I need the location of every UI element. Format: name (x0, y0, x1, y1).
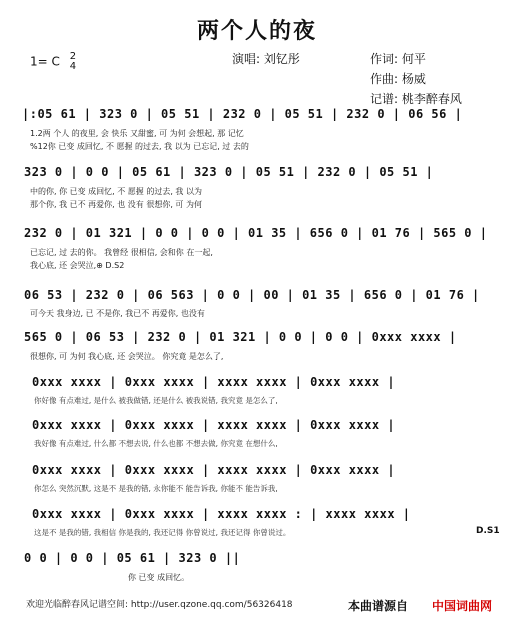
lyric-line: 1.2两 个人 的夜里, 会 快乐 又甜蜜, 可 为何 会想起, 那 记忆 (30, 129, 244, 138)
spoken-row: 0xxx xxxx | 0xxx xxxx | xxxx xxxx | 0xxx xxxx | (32, 418, 396, 432)
lyric-line: 你 已变 成回忆。 (128, 573, 190, 582)
footer-link[interactable]: 欢迎光临醉春风记谱空间: http://user.qzone.qq.com/56326418 (26, 600, 293, 610)
spoken-row: 0xxx xxxx | 0xxx xxxx | xxxx xxxx : | xxxx xxxx | (32, 507, 411, 521)
notation-row: 565 0 | 06 53 | 232 0 | 01 321 | 0 0 | 0 0 | 0xxx xxxx | (24, 330, 457, 344)
time-top: 2 (69, 51, 77, 62)
notation-row: 323 0 | 0 0 | 05 61 | 323 0 | 05 51 | 232 0 | 05 51 | (24, 165, 434, 179)
lyric-line: %12你 已变 成回忆, 不 愿握 的过去, 我 以为 已忘记, 过 去的 (30, 142, 249, 151)
notation-row: 232 0 | 01 321 | 0 0 | 0 0 | 01 35 | 656 0 | 01 76 | 565 0 | (24, 226, 488, 240)
time-signature (70, 52, 76, 72)
lyric-line: 可今天 我身边, 已 不是你, 我已不 再爱你, 也没有 (30, 309, 205, 318)
song-title: 两个人的夜 (196, 18, 317, 44)
key-label: 1= C (30, 54, 60, 69)
site-name[interactable]: 中国词曲网 (432, 599, 493, 613)
lyric-line: 那个你, 我 已不 再爱你, 也 没有 很想你, 可 为何 (30, 200, 202, 209)
time-bottom: 4 (69, 61, 77, 72)
lyric-line: 已忘记, 过 去的你。 我曾经 很相信, 会和你 在一起, (30, 248, 213, 257)
spoken-row: 0xxx xxxx | 0xxx xxxx | xxxx xxxx | 0xxx xxxx | (32, 463, 396, 477)
spoken-lyric: 你怎么 突然沉默, 这是不 是我的错, 永你能不 能告诉我, 你能不 能告诉我, (34, 484, 278, 493)
lyricist-credit: 作词: 何平 (370, 52, 426, 66)
lyric-line: 我心底, 还 会哭泣,⊕ D.S2 (30, 261, 125, 270)
notation-row: 0 0 | 0 0 | 05 61 | 323 0 || (24, 551, 241, 565)
spoken-lyric: 你好像 有点难过, 是什么 被我做错, 还是什么 被我说错, 我究竟 是怎么了, (34, 396, 278, 405)
notation-row: |:05 61 | 323 0 | 05 51 | 232 0 | 05 51 | 232 0 | 06 56 | (22, 107, 463, 121)
spoken-lyric: 我好像 有点难过, 什么都 不想去说, 什么也都 不想去做, 你究竟 在想什么, (34, 439, 278, 448)
notation-row: 06 53 | 232 0 | 06 563 | 0 0 | 00 | 01 35 | 656 0 | 01 76 | (24, 288, 480, 302)
singer-credit: 演唱: 刘钇彤 (232, 52, 300, 66)
lyric-line: 中的你, 你 已变 成回忆, 不 愿握 的过去, 我 以为 (30, 187, 202, 196)
spoken-row: 0xxx xxxx | 0xxx xxxx | xxxx xxxx | 0xxx xxxx | (32, 375, 396, 389)
spoken-lyric: 这是不 是我的错, 我相信 你是我的, 我还记得 你曾说过, 我还记得 你曾说过。 (34, 528, 291, 537)
lyric-line: 很想你, 可 为何 我心底, 还 会哭泣。 你究竟 是怎么了, (30, 352, 224, 361)
source-label: 本曲谱源自 (348, 599, 409, 613)
transcriber-credit: 记谱: 桃李醉春风 (370, 92, 462, 106)
composer-credit: 作曲: 杨威 (370, 72, 426, 86)
key-signature (30, 52, 76, 72)
ds1-mark: D.S1 (476, 526, 500, 536)
